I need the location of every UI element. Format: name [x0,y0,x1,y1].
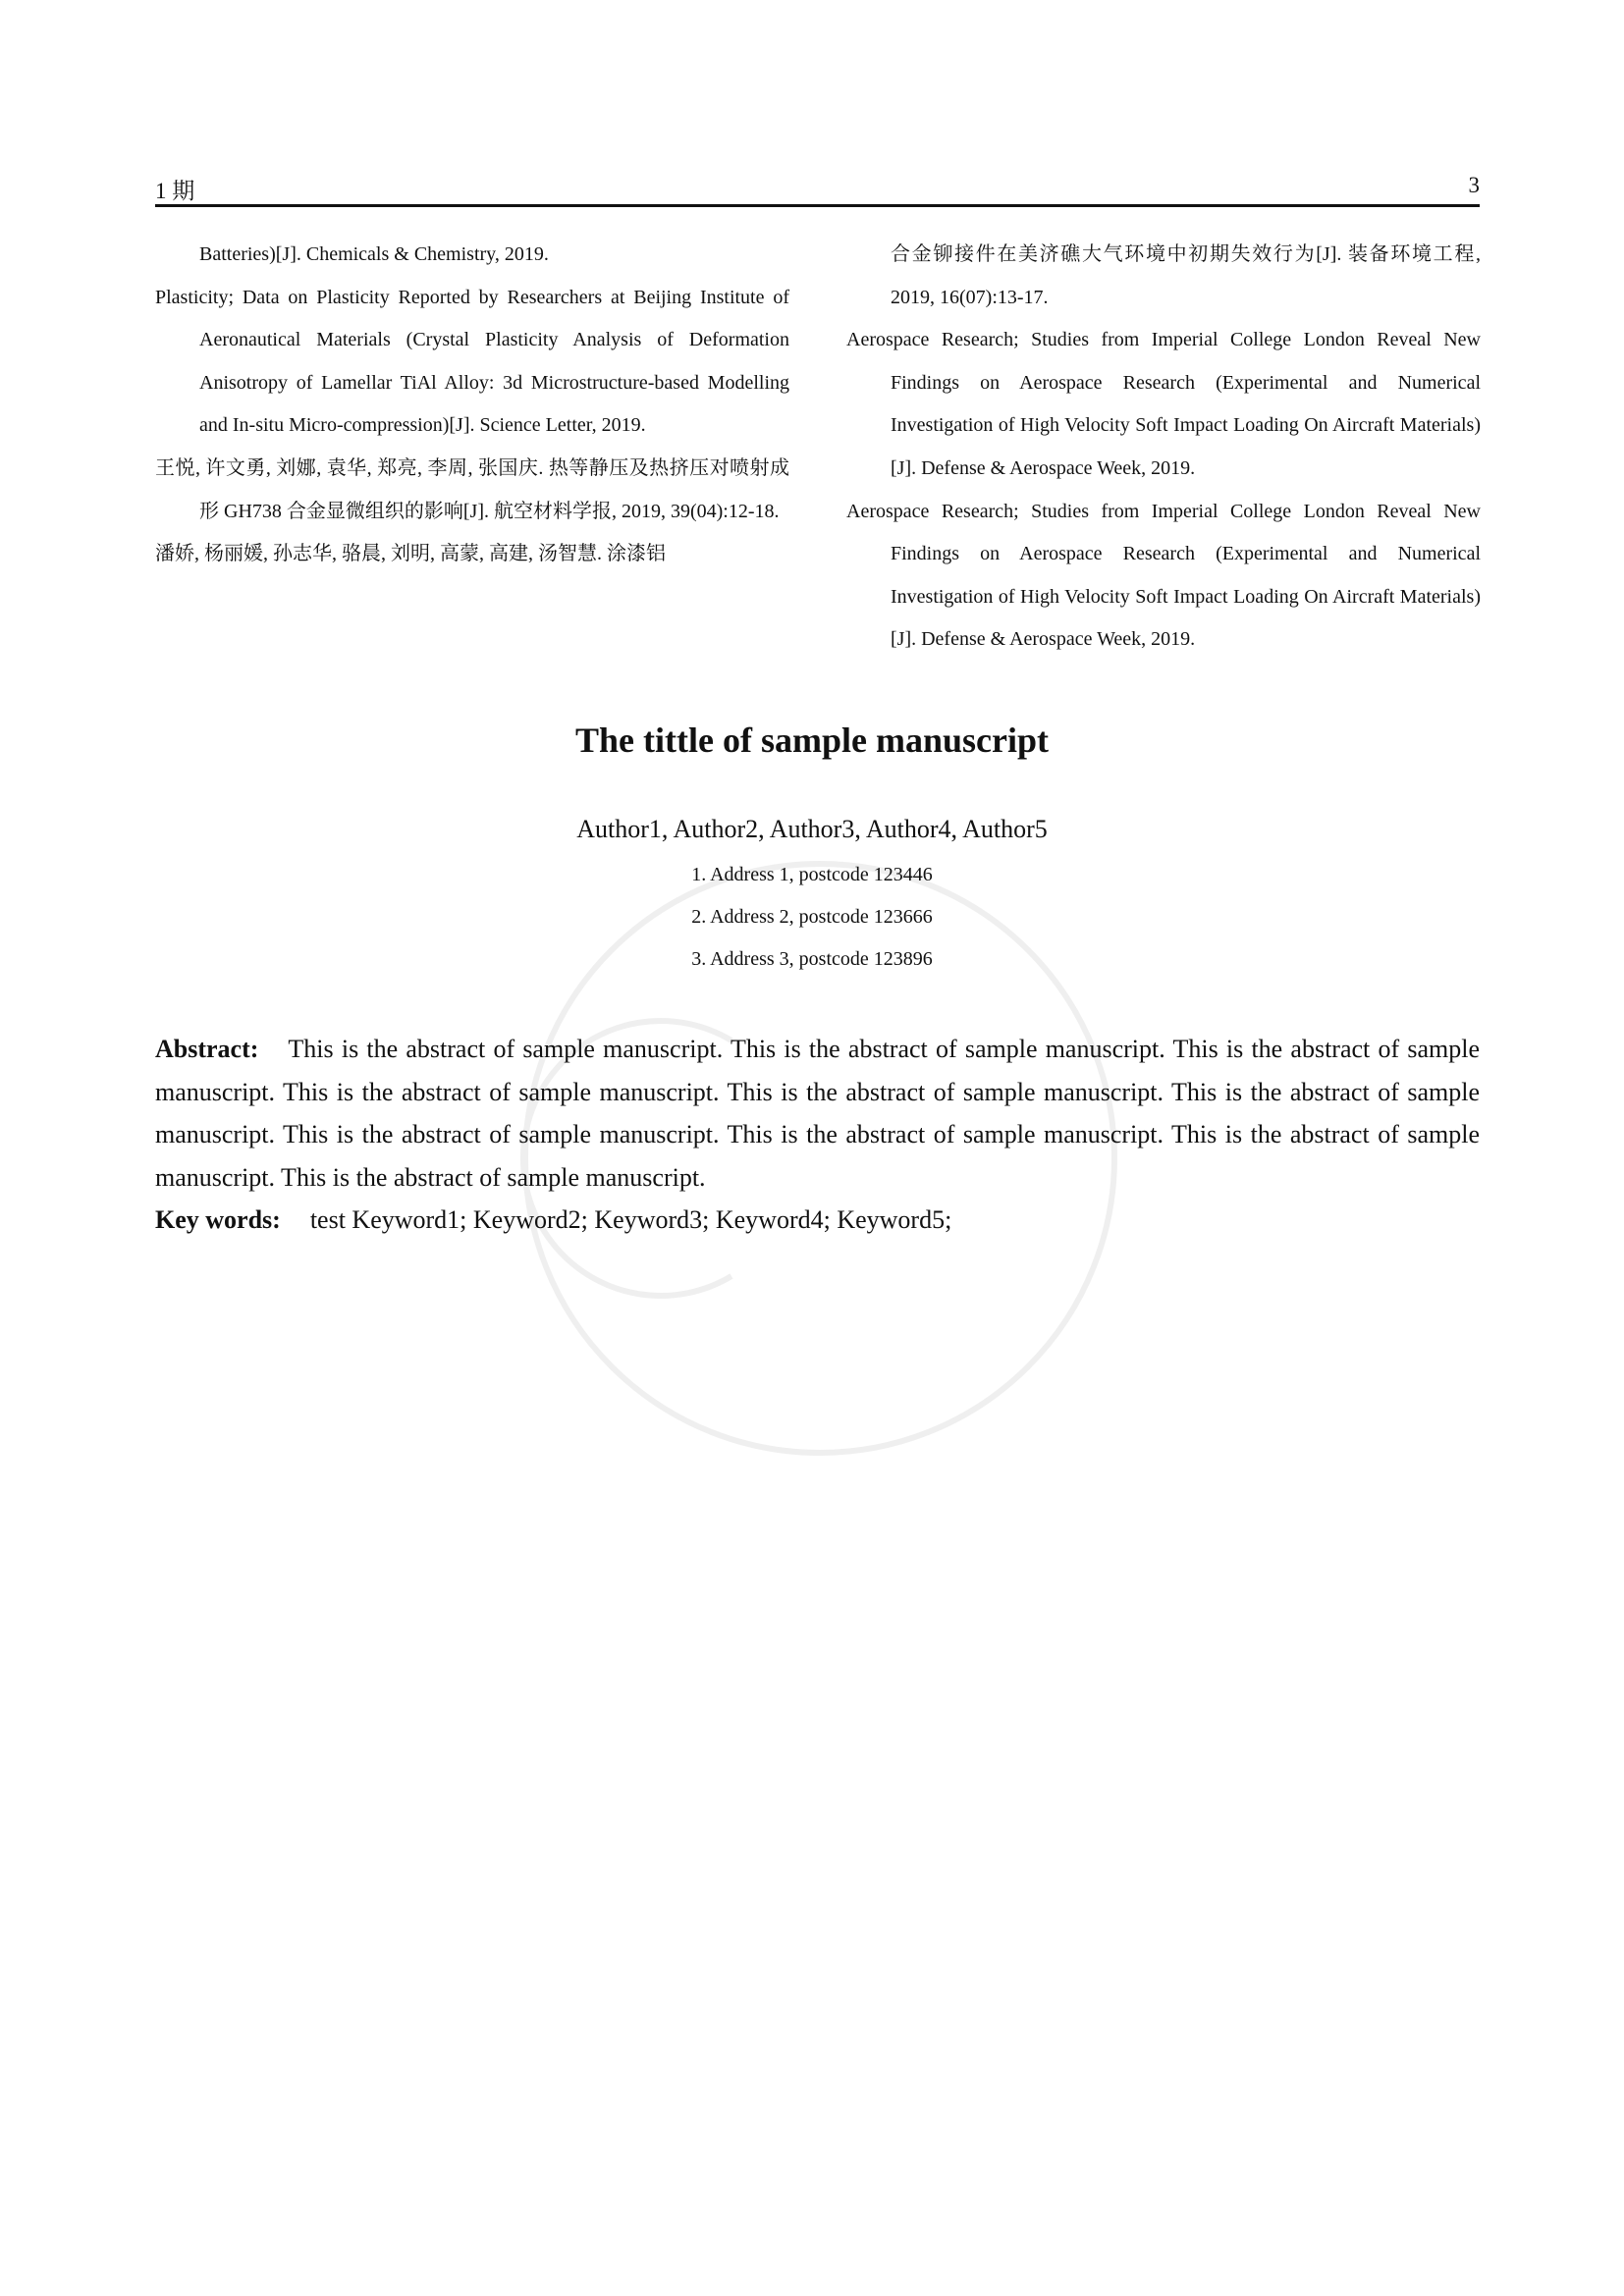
affiliation-address: 3. Address 3, postcode 123896 [691,948,933,970]
author-list: Author1, Author2, Author3, Author4, Author5 [576,815,1048,843]
abstract [155,1028,1480,1199]
running-header [155,169,1480,207]
references-right-column [846,234,1481,662]
reference-entry: Batteries)[J]. Chemicals & Chemistry, 2019. [199,243,549,265]
reference-entry: 王悦, 许文勇, 刘娜, 袁华, 郑亮, 李周, 张国庆. 热等静压及热挤压对喷射成形 GH738 合金显微组织的影响[J]. 航空材料学报, 2019, 39(04):12-18. [155,456,789,522]
page-number: 3 [1468,173,1480,197]
reference-entry: Aerospace Research; Studies from Imperial College London Reveal New Findings on Aerospace Research (Experimental and Numerical Investigation of High Velocity Soft Impact Loading On Aircraft Materials)[J]. Defense & Aerospace Week, 2019. [846,329,1481,479]
keywords-text: test Keyword1; Keyword2; Keyword3; Keyword4; Keyword5; [309,1205,952,1234]
reference-entry: 合金铆接件在美济礁大气环境中初期失效行为[J]. 装备环境工程, 2019, 16(07):13-17. [891,243,1481,308]
affiliation-address: 1. Address 1, postcode 123446 [691,864,933,885]
abstract-label: Abstract: [155,1035,259,1063]
reference-entry: 潘娇, 杨丽媛, 孙志华, 骆晨, 刘明, 高蒙, 高建, 汤智慧. 涂漆铝 [155,543,666,565]
abstract-text: This is the abstract of sample manuscript. This is the abstract of sample manuscript. This is the abstract of sample manuscript. This is the abstract of sample manuscript. This is the abstract of sample manuscript. This is the abstract of sample manuscript. This is the abstract of sample manuscript. This is the abstract of sample manuscript. This is the abstract of sample manuscript. This is the abstract of sample manuscript. [155,1035,1480,1192]
reference-entry: Aerospace Research; Studies from Imperial College London Reveal New Findings on Aerospace Research (Experimental and Numerical Investigation of High Velocity Soft Impact Loading On Aircraft Materials)[J]. Defense & Aerospace Week, 2019. [846,500,1481,651]
keywords [155,1199,1480,1242]
paper-title: The tittle of sample manuscript [575,721,1049,760]
issue-label: 1 期 [155,179,195,203]
affiliation-address: 2. Address 2, postcode 123666 [691,906,933,928]
keywords-label: Key words: [155,1205,281,1234]
reference-entry: Plasticity; Data on Plasticity Reported by Researchers at Beijing Institute of Aeronautical Materials (Crystal Plasticity Analysis of Deformation Anisotropy of Lamellar TiAl Alloy: 3d Microstructure-based Modelling and In-situ Micro-compression)[J]. Science Letter, 2019. [155,286,789,437]
references-left-column [155,234,789,576]
